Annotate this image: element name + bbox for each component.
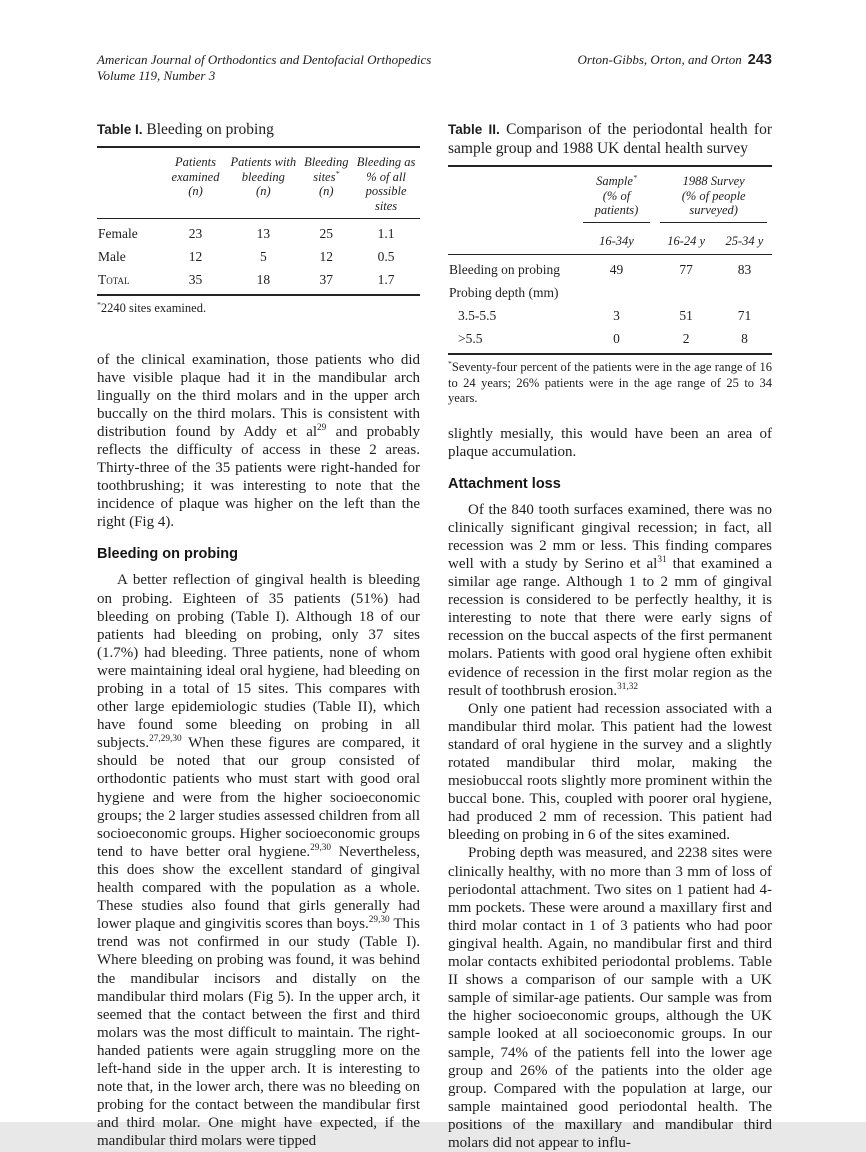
table-row-male (97, 245, 420, 268)
row-label: Probing depth (mm) (449, 285, 559, 300)
paragraph-attachment-loss-1: Of the 840 tooth surfaces examined, there was no clinically significant gingival recession; in fact, all recession was 2 mm or less. This finding compares well with a study by Serino et $al^{31}$ that examined a similar age range. Although 1 to 2 mm of gingival recession is considered to be perfectly healthy, it is interesting to note that there were early signs of recession on the buccal aspects of the first permanent molars. Patients with good oral hygiene often exhibit evidence of recession in the first molar region as the result of toothbrush erosion.$^{31,32}$ (448, 501, 772, 699)
cell: 49 (609, 262, 624, 277)
table-1-footnote: *2240 sites examined. (97, 299, 207, 315)
cell: 1.1 (377, 226, 395, 241)
row-label: Female (98, 226, 138, 241)
paragraph-attachment-loss-3: Probing depth was measured, and 2238 sites were clinically healthy, with no more than 3 mm of loss of periodontal attachment. Two sites on 1 patient had 4-mm pockets. These were around a maxillary first and third molar contact in 1 of 3 patients who had poor gingival health. Again, no mandibular first and third molar contacts exhibited periodontal problems. Table II shows a comparison of our sample with a UK sample of similar-age patients. Our sample was from the higher socioeconomic groups, although the UK sample looked at all socioeconomic groups. In our sample, 74% of the patients fell into the lower age group and 26% of the patients into the older age group. Compared with the population at large, our sample maintained good periodontal health. The positions of the maxillary and mandibular third molars did not appear to influ- (448, 845, 772, 1151)
right-column (448, 116, 772, 1152)
paragraph-attachment-loss-2: Only one patient had recession associated with a mandibular third molar. This patient had the lowest standard of oral hygiene in the survey and a slightly rotated mandibular third molar, making the mesiobuccal roots slightly more prominent within the buccal bone. This, coupled with poorer oral hygiene, had produced 2 mm of recession. This patient had bleeding on probing in 6 of the sites examined. (448, 700, 772, 844)
cell (578, 281, 656, 304)
cell: 1.7 (352, 268, 420, 295)
table-row-probing-depth (448, 281, 772, 304)
header-cell-patients-examined: Patients examined (n) (165, 147, 226, 219)
journal-identity (97, 52, 431, 84)
table-row-female (97, 219, 420, 246)
table-2-title: Comparison of the periodontal health for sample group and 1988 UK dental health survey (448, 121, 772, 157)
table-row-gt-5-5 (448, 327, 772, 354)
table-row-bleeding-on-probing (448, 255, 772, 282)
cell: 83 (737, 262, 752, 277)
page-number: 243 (747, 52, 772, 68)
cell: 8 (717, 327, 772, 354)
header-cell-patients-with-bleeding: Patients with bleeding (n) (226, 147, 300, 219)
section-heading-attachment-loss: Attachment loss (448, 475, 561, 492)
cell: 3 (613, 308, 620, 323)
cell: 51 (679, 308, 693, 323)
running-authors: Orton-Gibbs, Orton, and Orton (577, 52, 742, 67)
header-cell-sample-group: Sample* (% of patients) (578, 166, 656, 228)
cell: 18 (226, 268, 300, 295)
header-cell-empty (448, 228, 578, 255)
running-head-right (577, 52, 772, 68)
cell: 12 (188, 249, 203, 264)
table-1 (97, 120, 420, 317)
cell: 35 (165, 268, 226, 295)
paragraph-continuation: of the clinical examination, those patients who did have visible plaque had it in the mandibular arch lingually on the third molars and in the upper arch buccally on the third molars. This is consistent with distribution found by Addy et $al^{29}$ and probably reflects the difficulty of access in these 2 areas. Thirty-three of the 35 patients were right-handed for toothbrushing; it was interesting to note that the incidence of plaque was higher on the left than the right (Fig 4). (97, 351, 420, 531)
row-label: 3.5-5.5 (458, 308, 497, 323)
journal-title: American Journal of Orthodontics and Dentofacial Orthopedics (97, 52, 432, 67)
left-column (97, 116, 420, 1150)
header-cell-16-34y: 16-34y (578, 228, 656, 255)
table-1-label: Table I. (97, 122, 143, 137)
cell: 77 (679, 262, 693, 277)
header-cell-16-24y: 16-24 y (655, 228, 717, 255)
cell: 0 (578, 327, 656, 354)
table-row-total (97, 268, 420, 295)
table-row-3-5-5-5 (448, 304, 772, 327)
table-2-footnote: *Seventy-four percent of the patients were in the age range of 16 to 24 years; 26% patients were in the age range of 25 to 34 years. (448, 358, 772, 405)
paragraph-continuation: slightly mesially, this would have been an area of plaque accumulation. (448, 425, 772, 460)
table-1-grid (97, 146, 420, 296)
cell: 37 (300, 268, 352, 295)
table-1-title: Bleeding on probing (146, 121, 274, 138)
page-header (97, 52, 772, 84)
cell: 2 (655, 327, 717, 354)
header-cell-empty (97, 147, 165, 219)
cell (717, 281, 772, 304)
paragraph-bleeding-on-probing: A better reflection of gingival health is bleeding on probing. Eighteen of 35 patients (51%) had bleeding on probing (Table I). Although 18 of our patients had bleeding on probing, only 37 sites (1.7%) had bleeding. Three patients, none of whom were maintaining ideal oral hygiene, had bleeding on probing in a total of 15 sites. This compares with other large epidemiologic studies (Table II), which have found some bleeding on probing in all subjects.$^{27,29,30}$ When these figures are compared, it should be noted that our group consisted of orthodontic patients who must start with good oral hygiene and were from the higher socioeconomic groups; the 2 larger studies assessed children from all socioeconomic groups. Higher socioeconomic groups tend to have better oral hygiene.$^{29,30}$ Nevertheless, this does show the excellent standard of gingival health compared with the population as a whole. These studies also found that girls generally had lower plaque and gingivitis scores than boys.$^{29,30}$ This trend was not confirmed in our study (Table I). Where bleeding on probing was found, it was behind the mandibular incisors and distally on the mandibular third molars (Fig 5). In the upper arch, it seemed that the contact between the first and third molars was the most difficult to maintain. The right-handed patients were again struggling more on the left-hand side in the upper arch. It is interesting to note that, in the lower arch, there was no bleeding on probing for the contact between the mandibular first and third molar. One might have expected, if the mandibular third molars were tipped (97, 572, 421, 1150)
cell: 5 (259, 249, 267, 264)
header-cell-1988-survey-group: 1988 Survey (% of people surveyed) (655, 166, 772, 228)
table-2 (448, 120, 772, 407)
header-cell-bleeding-percent: Bleeding as % of all possible sites (352, 147, 420, 219)
table-2-caption (448, 120, 772, 158)
row-label: Male (98, 249, 126, 264)
row-label: >5.5 (448, 327, 578, 354)
cell: 23 (188, 226, 203, 241)
header-cell-bleeding-sites: Bleeding sites* (n) (300, 147, 352, 219)
header-cell-empty (448, 166, 578, 228)
section-heading-bleeding-on-probing: Bleeding on probing (97, 546, 238, 563)
cell: 13 (256, 226, 271, 241)
journal-volume: Volume 119, Number 3 (97, 68, 216, 83)
cell: 0.5 (377, 249, 395, 264)
table-1-caption (97, 120, 420, 139)
table-2-grid (448, 165, 772, 355)
table-2-label: Table II. (448, 122, 500, 137)
cell: 12 (319, 249, 334, 264)
cell: 71 (737, 308, 752, 323)
cell (655, 281, 717, 304)
row-label: Total (97, 268, 165, 295)
header-cell-25-34y: 25-34 y (717, 228, 772, 255)
cell: 25 (319, 226, 334, 241)
row-label: Bleeding on probing (449, 262, 560, 277)
